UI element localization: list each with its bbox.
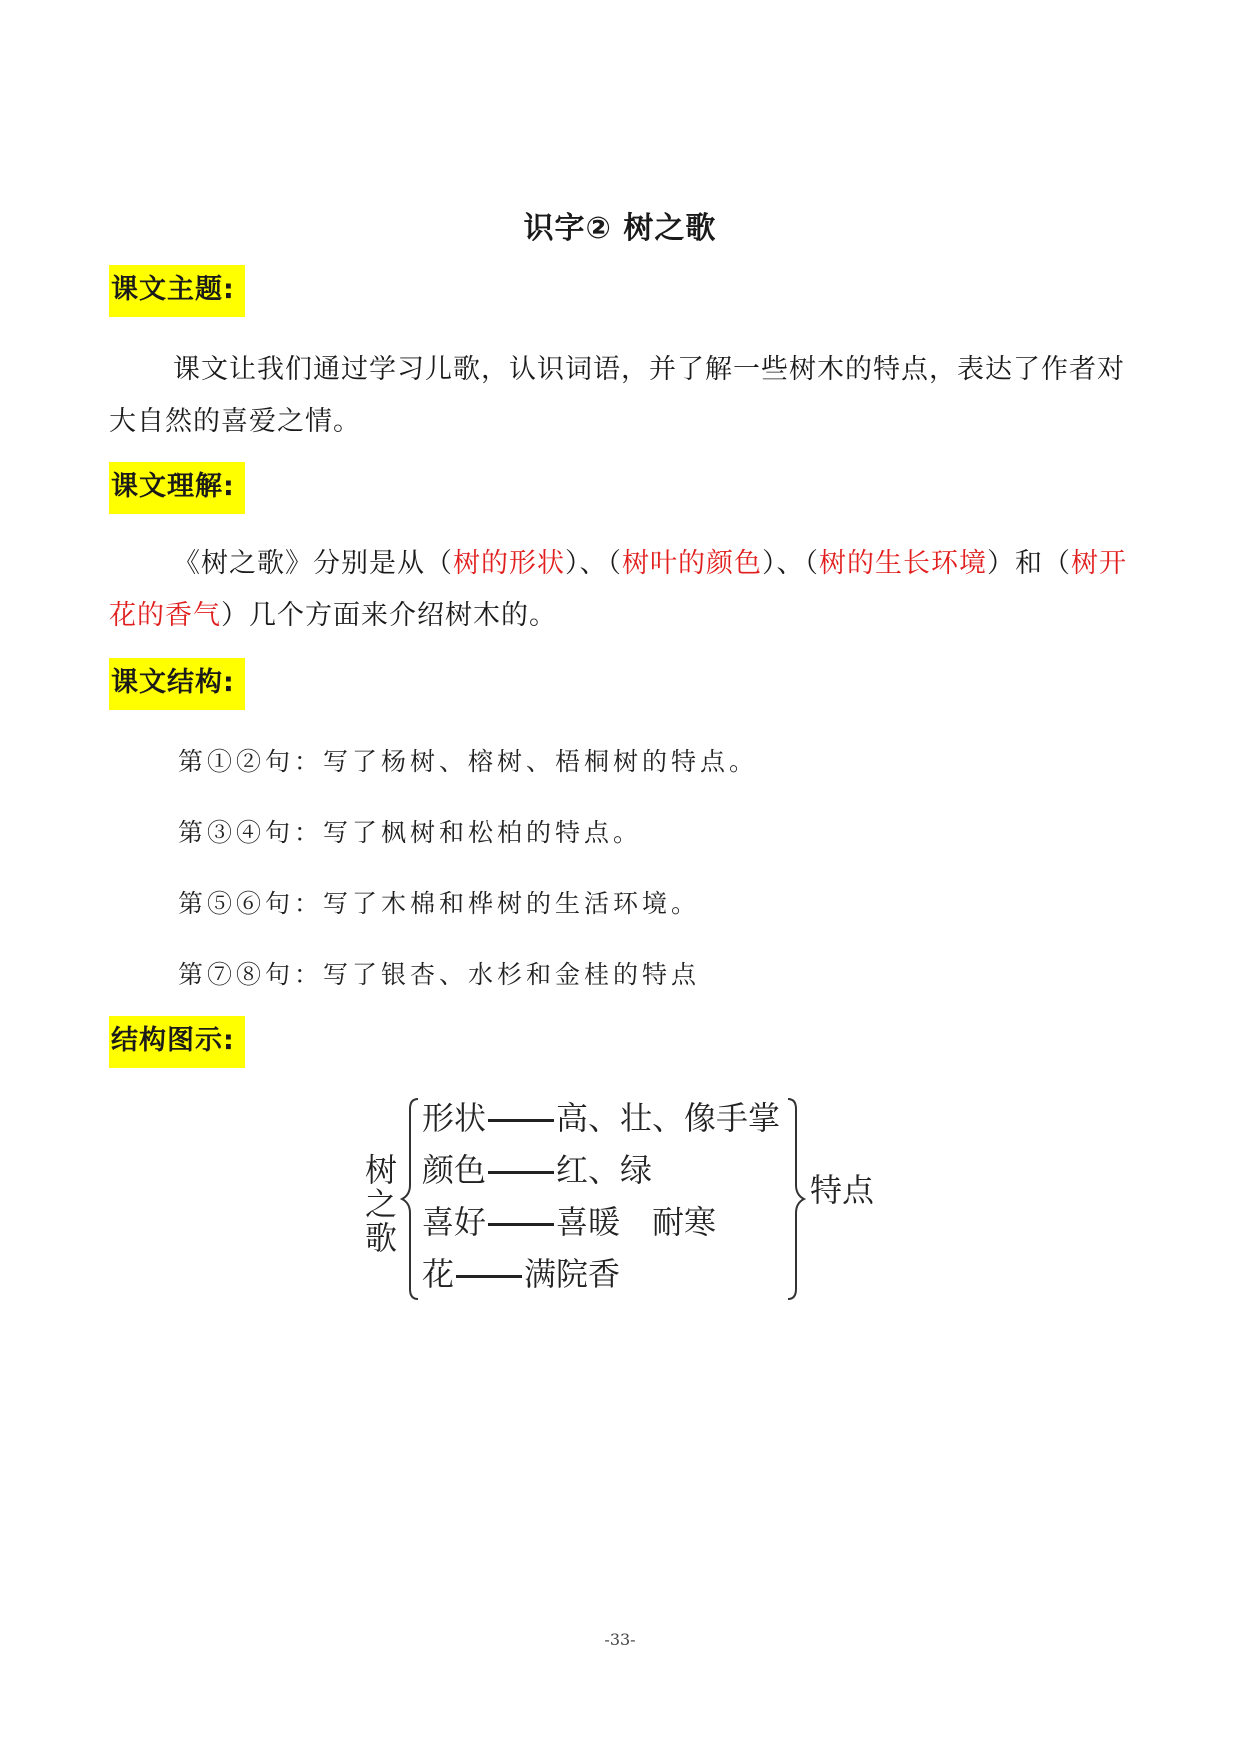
aspect-growth-environment: 树的生长环境 [819, 548, 987, 579]
diagram-row-color-key: 颜色 [422, 1151, 487, 1189]
diagram-row-flower [422, 1249, 620, 1295]
structure-line-2: 第③④句：写了枫树和松柏的特点。 [178, 818, 643, 847]
diagram-label: 结构图示: [109, 1016, 245, 1068]
left-brace [402, 1099, 418, 1299]
right-brace [788, 1099, 804, 1299]
structure-label: 课文结构: [109, 658, 245, 710]
structure-diagram [360, 1095, 920, 1305]
connector-dash [488, 1223, 554, 1226]
page-number: -33- [604, 1630, 636, 1649]
connector-dash [456, 1275, 522, 1278]
understanding-text [109, 538, 1129, 642]
diagram-row-shape-key: 形状 [422, 1099, 487, 1137]
diagram-root-char-1: 树 [364, 1151, 397, 1189]
page-title: 识字② 树之歌 [523, 211, 717, 246]
diagram-summary: 特点 [810, 1171, 875, 1209]
diagram-row-shape [422, 1093, 780, 1139]
connector-dash [488, 1119, 554, 1122]
understanding-part-8: ）几个方面来介绍树木的。 [221, 600, 557, 631]
connector-dash [488, 1171, 554, 1174]
diagram-root-char-2: 之 [364, 1185, 397, 1223]
diagram-row-color [422, 1145, 652, 1191]
structure-line-1: 第①②句：写了杨树、榕树、梧桐树的特点。 [178, 747, 759, 776]
structure-line-3: 第⑤⑥句：写了木棉和桦树的生活环境。 [178, 889, 701, 918]
diagram-row-color-value: 红、绿 [556, 1151, 653, 1189]
understanding-part-0: 《树之歌》分别是从（ [173, 548, 453, 579]
diagram-row-shape-value: 高、壮、像手掌 [556, 1099, 781, 1137]
aspect-leaf-color: 树叶的颜色 [622, 548, 762, 579]
understanding-part-2: ）、（ [565, 548, 622, 579]
diagram-row-preference-key: 喜好 [422, 1203, 487, 1241]
diagram-row-preference [422, 1197, 716, 1243]
structure-line-4: 第⑦⑧句：写了银杏、水杉和金桂的特点 [178, 960, 701, 989]
understanding-label: 课文理解: [109, 462, 245, 514]
theme-label: 课文主题: [109, 265, 245, 317]
aspect-flower-fragrance: 树开花的香气 [109, 548, 1127, 631]
diagram-row-preference-value: 喜暖 耐寒 [556, 1203, 717, 1241]
diagram-root-char-3: 歌 [364, 1219, 397, 1257]
theme-text: 课文让我们通过学习儿歌，认识词语，并了解一些树木的特点，表达了作者对大自然的喜爱之情。 [109, 354, 1125, 437]
aspect-tree-shape: 树的形状 [453, 548, 565, 579]
understanding-part-4: ）、（ [762, 548, 819, 579]
diagram-row-flower-key: 花 [422, 1255, 455, 1293]
diagram-row-flower-value: 满院香 [524, 1255, 621, 1293]
understanding-part-6: ）和（ [987, 548, 1071, 579]
